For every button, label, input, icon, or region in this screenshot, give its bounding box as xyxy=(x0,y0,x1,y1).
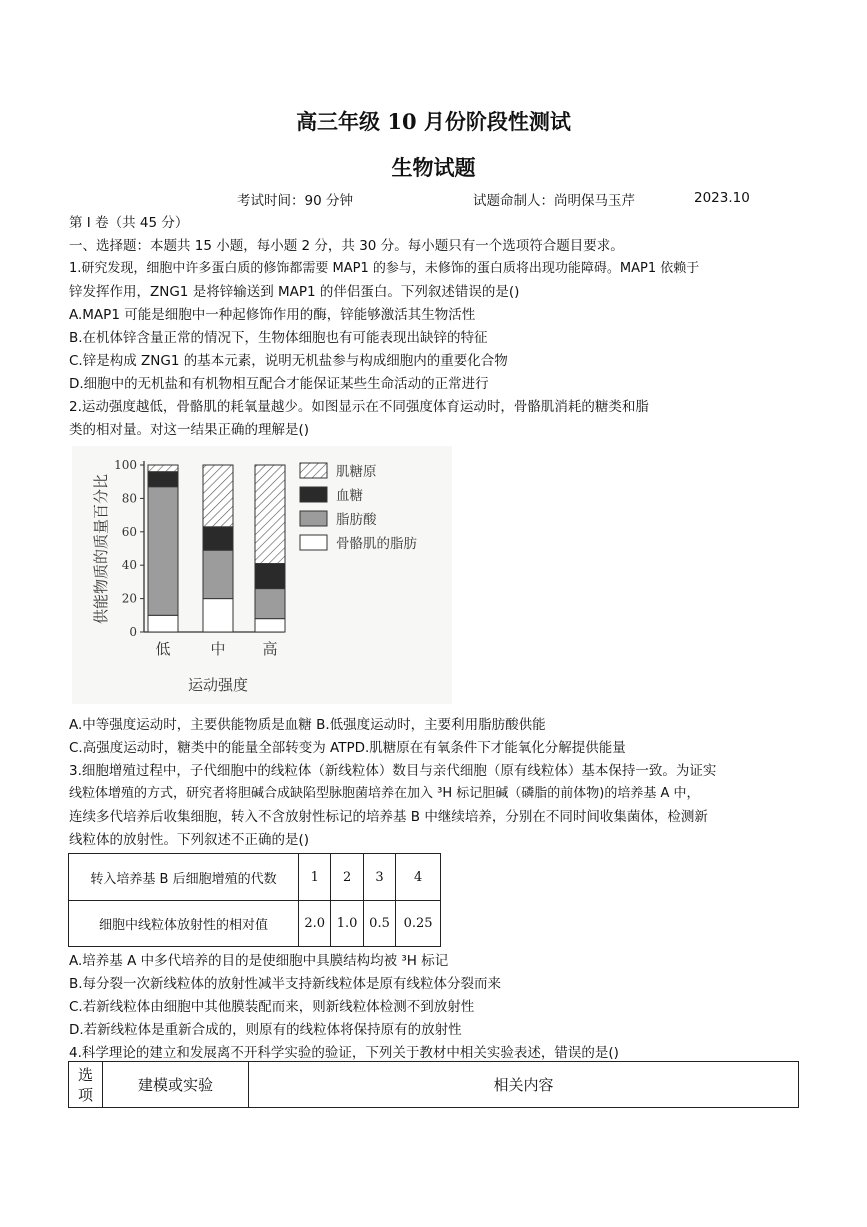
energy-source-chart xyxy=(72,446,452,704)
table-row xyxy=(69,901,441,947)
q3-option-b: B.每分裂一次新线粒体的放射性减半支持新线粒体是原有线粒体分裂而来 xyxy=(69,976,502,992)
chart-x-label: 运动强度 xyxy=(187,676,249,694)
chart-y-label: 供能物质的质量百分比 xyxy=(92,473,110,625)
page-subtitle: 生物试题 xyxy=(391,155,476,180)
q2-options-ab: A.中等强度运动时，主要供能物质是血糖 B.低强度运动时，主要利用脂肪酸供能 xyxy=(69,717,546,733)
chart-bar-segment xyxy=(203,465,233,527)
q3-option-a: A.培养基 A 中多代培养的目的是使细胞中具膜结构均被 ³H 标记 xyxy=(69,953,449,969)
volume-heading: 第 I 卷（共 45 分） xyxy=(69,215,189,231)
q3-row1-cell: 4 xyxy=(396,854,441,901)
q4-col-option xyxy=(69,1062,103,1108)
chart-bar-segment xyxy=(148,487,178,616)
chart-y-tick-label: 40 xyxy=(121,558,137,573)
exam-time: 考试时间：90 分钟 xyxy=(237,193,353,209)
q1-option-a: A.MAP1 可能是细胞中一种起修饰作用的酶，锌能够激活其生物活性 xyxy=(69,307,476,323)
chart-bar-segment xyxy=(203,527,233,550)
chart-legend-swatch xyxy=(300,463,327,478)
q3-row2-cell: 0.25 xyxy=(396,901,441,947)
q3-row2-cell: 0.5 xyxy=(363,901,395,947)
chart-y-tick-label: 100 xyxy=(114,458,137,472)
chart-legend-swatch xyxy=(300,511,327,526)
chart-legend-label: 血糖 xyxy=(336,488,363,504)
chart-y-tick-label: 60 xyxy=(121,524,137,539)
chart-legend-label: 脂肪酸 xyxy=(336,512,377,528)
q3-stem-line1: 3.细胞增殖过程中，子代细胞中的线粒体（新线粒体）数目与亲代细胞（原有线粒体）基本保持一致。为证实 xyxy=(69,763,717,779)
chart-category-label: 低 xyxy=(155,640,171,658)
q3-row1-cell: 1 xyxy=(299,854,331,901)
q4-stem: 4.科学理论的建立和发展离不开科学实验的验证，下列关于教材中相关实验表述，错误的是() xyxy=(69,1045,619,1061)
q4-col-option-line2: 项 xyxy=(77,1085,93,1104)
q3-row2-cell: 1.0 xyxy=(331,901,363,947)
q1-option-b: B.在机体锌含量正常的情况下，生物体细胞也有可能表现出缺锌的特征 xyxy=(69,330,488,346)
q1-option-d: D.细胞中的无机盐和有机物相互配合才能保证某些生命活动的正常进行 xyxy=(69,376,489,392)
q4-col-option-line1: 选 xyxy=(77,1065,93,1084)
q1-option-c: C.锌是构成 ZNG1 的基本元素，说明无机盐参与构成细胞内的重要化合物 xyxy=(69,353,508,369)
q3-stem-line2: 线粒体增殖的方式，研究者将胆碱合成缺陷型脉胞菌培养在加入 ³H 标记胆碱（磷脂的前体物)的培养基 A 中， xyxy=(69,786,700,801)
q3-row1-cell: 3 xyxy=(363,854,395,901)
q1-stem-line2: 锌发挥作用，ZNG1 是将锌输送到 MAP1 的伴侣蛋白。下列叙述错误的是() xyxy=(69,284,520,300)
q3-stem-line4: 线粒体的放射性。下列叙述不正确的是() xyxy=(69,832,310,848)
chart-category-label: 高 xyxy=(262,640,278,658)
chart-legend-swatch xyxy=(300,535,327,550)
q3-row2-header: 细胞中线粒体放射性的相对值 xyxy=(69,901,299,947)
q3-row2-cell: 2.0 xyxy=(299,901,331,947)
chart-bar-segment xyxy=(255,564,285,589)
q2-stem-line2: 类的相对量。对这一结果正确的理解是() xyxy=(69,422,310,438)
chart-bar-segment xyxy=(148,465,178,472)
chart-legend-label: 骨骼肌的脂肪 xyxy=(336,536,417,552)
q3-option-c: C.若新线粒体由细胞中其他膜装配而来，则新线粒体检测不到放射性 xyxy=(69,999,475,1015)
section-instructions: 一、选择题：本题共 15 小题，每小题 2 分，共 30 分。每小题只有一个选项符合题目要求。 xyxy=(69,238,624,254)
chart-bar-segment xyxy=(255,589,285,619)
chart-bar-segment xyxy=(255,619,285,632)
q3-option-d: D.若新线粒体是重新合成的，则原有的线粒体将保持原有的放射性 xyxy=(69,1022,462,1038)
chart-y-tick-label: 80 xyxy=(121,491,137,506)
chart-bar-segment xyxy=(148,472,178,487)
chart-legend-label: 肌糖原 xyxy=(336,464,377,480)
q3-stem-line3: 连续多代培养后收集细胞，转入不含放射性标记的培养基 B 中继续培养，分别在不同时间收集菌体，检测新 xyxy=(69,809,708,825)
page-title: 高三年级 10 月份阶段性测试 xyxy=(296,109,571,134)
q4-table xyxy=(68,1061,799,1108)
q3-table xyxy=(68,853,441,947)
q3-row1-cell: 2 xyxy=(331,854,363,901)
q2-stem-line1: 2.运动强度越低，骨骼肌的耗氧量越少。如图显示在不同强度体育运动时，骨骼肌消耗的糖类和脂 xyxy=(69,399,649,415)
chart-y-tick-label: 20 xyxy=(121,591,137,606)
q2-options-cd: C.高强度运动时，糖类中的能量全部转变为 ATPD.肌糖原在有氧条件下才能氧化分解提供能量 xyxy=(69,740,626,756)
chart-category-label: 中 xyxy=(210,640,226,658)
chart-bar-segment xyxy=(148,615,178,632)
table-row xyxy=(69,1062,799,1108)
exam-author: 试题命制人：尚明保马玉芹 xyxy=(473,193,635,209)
q4-col-experiment: 建模或实验 xyxy=(103,1062,249,1108)
table-row xyxy=(69,854,441,901)
q1-stem-line1: 1.研究发现，细胞中许多蛋白质的修饰都需要 MAP1 的参与，未修饰的蛋白质将出现功能障碍。MAP1 依赖于 xyxy=(69,261,700,276)
chart-bar-segment xyxy=(203,550,233,598)
chart-legend-swatch xyxy=(300,487,327,502)
q3-row1-header: 转入培养基 B 后细胞增殖的代数 xyxy=(69,854,299,901)
q4-col-content: 相关内容 xyxy=(249,1062,799,1108)
chart-y-tick-label: 0 xyxy=(129,625,137,639)
chart-bar-segment xyxy=(203,599,233,632)
exam-date: 2023.10 xyxy=(694,190,750,206)
chart-bar-segment xyxy=(255,465,285,564)
